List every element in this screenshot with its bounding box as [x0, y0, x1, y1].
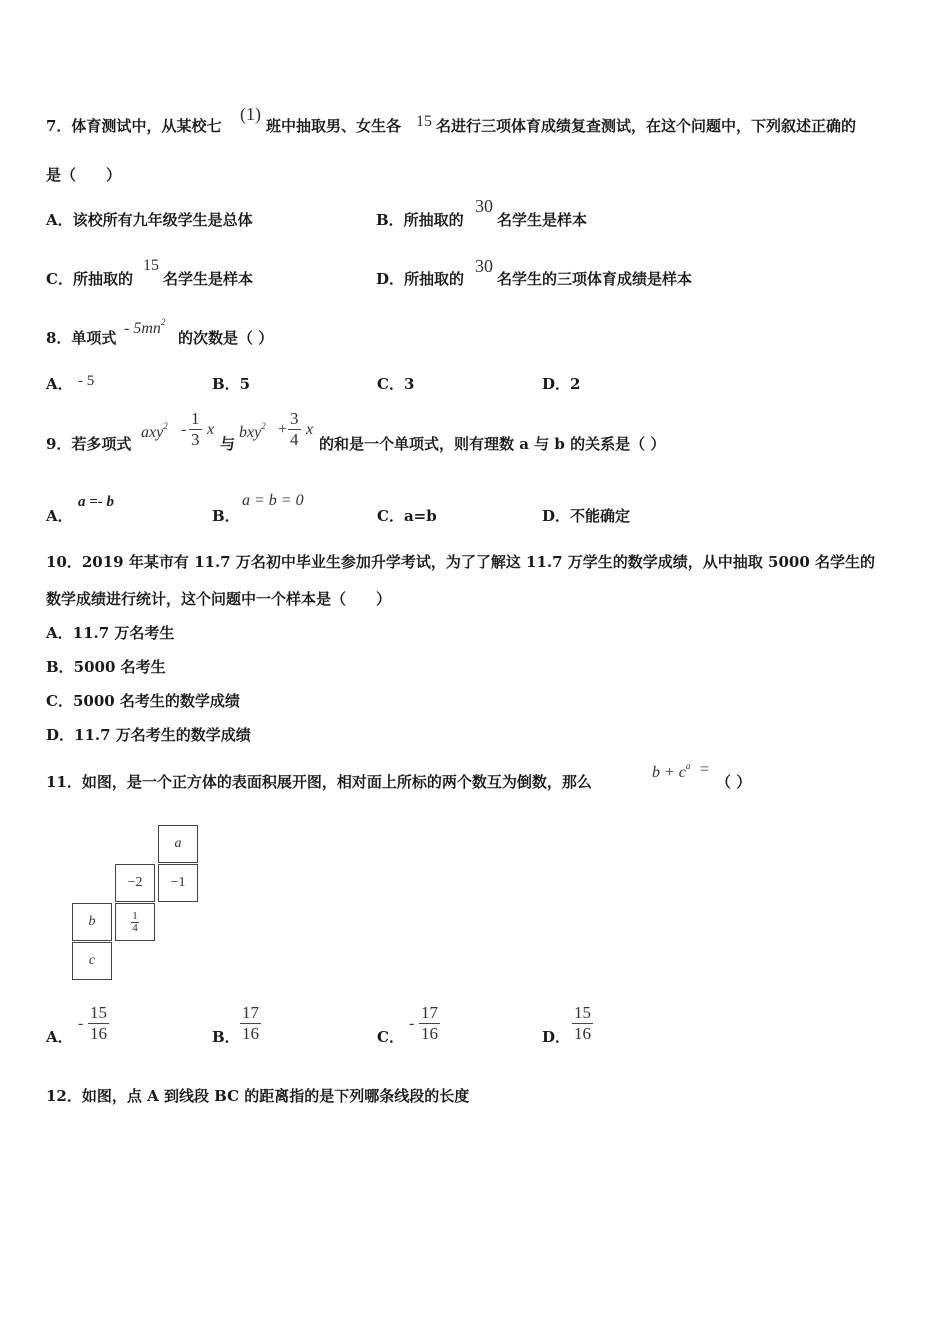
q7-stem-c: 名进行三项体育成绩复查测试，在这个问题中，下列叙述正确的 [436, 117, 857, 135]
q10-option-c[interactable]: C．5000 名考生的数学成绩 [46, 692, 240, 710]
q11-option-b[interactable]: B． [212, 1028, 240, 1046]
q11-option-d[interactable]: D． [542, 1028, 571, 1046]
q9-option-a-expr: a =- b [78, 494, 115, 510]
q8-monomial-exp: 2 [160, 317, 166, 327]
q9-poly2-exp: 2 [261, 421, 266, 431]
net-cell-b: b [72, 903, 112, 941]
q11-option-d-fraction [572, 1003, 593, 1044]
q11-option-a-denominator: 16 [90, 1024, 107, 1043]
q9-stem-mid: 与 [220, 435, 236, 453]
net-quarter-numerator: 1 [132, 909, 138, 922]
q9-poly2-fraction [288, 409, 301, 450]
net-cell-neg2: −2 [115, 864, 155, 902]
q11-option-d-denominator: 16 [574, 1024, 591, 1043]
q11-paren: （ ） [716, 773, 752, 791]
q11-expression-exp: a [685, 761, 691, 771]
q11-option-a-sign: - [78, 1015, 84, 1032]
q9-poly2-plus: + [278, 421, 288, 438]
q9-option-d[interactable]: D．不能确定 [542, 507, 631, 525]
q11-option-c[interactable]: C． [377, 1028, 404, 1046]
q11-option-a-fraction [88, 1003, 109, 1044]
q9-poly2-denominator: 4 [290, 430, 299, 449]
q9-poly1-x: x [207, 421, 215, 438]
q9-poly1-denominator: 3 [191, 430, 200, 449]
q9-option-b-expr: a = b = 0 [242, 492, 304, 509]
q11-option-d-numerator: 15 [574, 1003, 591, 1022]
q7-option-d-pre[interactable]: D．所抽取的 [376, 270, 465, 288]
q8-option-a[interactable]: A． [46, 375, 73, 393]
q8-stem-b: 的次数是（ ） [178, 329, 274, 347]
q12-stem: 12．如图，点 A 到线段 BC 的距离指的是下列哪条线段的长度 [46, 1087, 470, 1105]
q8-option-b[interactable]: B．5 [212, 375, 251, 393]
q7-class-number: (1) [240, 104, 261, 124]
q10-option-a[interactable]: A．11.7 万名考生 [46, 624, 175, 642]
q9-poly1-numerator: 1 [191, 409, 200, 428]
q9-poly1-fraction [189, 409, 202, 450]
q9-poly2-term [239, 421, 266, 442]
q11-option-c-numerator: 17 [421, 1003, 438, 1022]
q9-stem-a: 9．若多项式 [46, 435, 132, 453]
q7-option-a[interactable]: A．该校所有九年级学生是总体 [46, 211, 253, 229]
q9-option-c[interactable]: C．a=b [377, 507, 437, 525]
q11-expression [652, 761, 690, 782]
q9-poly2-numerator: 3 [290, 409, 299, 428]
q7-stem-b: 班中抽取男、女生各 [266, 117, 402, 135]
q9-poly1-minus: - [181, 421, 187, 438]
q11-option-a-numerator: 15 [90, 1003, 107, 1022]
q9-poly1-base: axy [141, 424, 164, 441]
cube-net-figure [68, 825, 208, 995]
net-cell-c: c [72, 942, 112, 980]
q11-expression-base: b + c [652, 764, 686, 781]
q7-option-b-post: 名学生是样本 [497, 211, 588, 229]
q7-option-d-num: 30 [475, 256, 493, 276]
q9-poly1-term [141, 421, 168, 442]
q11-equals: = [700, 761, 710, 778]
q8-monomial [124, 317, 165, 338]
q11-option-a[interactable]: A． [46, 1028, 73, 1046]
q9-option-b[interactable]: B． [212, 507, 240, 525]
q7-option-b-pre[interactable]: B．所抽取的 [376, 211, 464, 229]
q7-option-c-pre[interactable]: C．所抽取的 [46, 270, 133, 288]
q9-poly2-base: bxy [239, 424, 262, 441]
q7-option-d-post: 名学生的三项体育成绩是样本 [497, 270, 693, 288]
q9-stem-b: 的和是一个单项式，则有理数 a 与 b 的关系是（ ） [319, 435, 666, 453]
q10-stem-b: 数学成绩进行统计，这个问题中一个样本是（ ） [46, 590, 392, 608]
net-cell-neg1: −1 [158, 864, 198, 902]
q9-poly2-x: x [306, 421, 314, 438]
q11-option-c-denominator: 16 [421, 1024, 438, 1043]
q8-option-a-value: - 5 [78, 373, 95, 389]
q11-option-b-denominator: 16 [242, 1024, 259, 1043]
q7-stem-a: 7．体育测试中，从某校七 [46, 117, 222, 135]
q8-stem-a: 8．单项式 [46, 329, 117, 347]
q7-option-b-num: 30 [475, 196, 493, 216]
q8-monomial-base: - 5mn [124, 320, 161, 337]
q8-option-c[interactable]: C．3 [377, 375, 415, 393]
q7-num-15: 15 [416, 113, 432, 130]
q9-poly1-exp: 2 [163, 421, 168, 431]
q10-stem-a: 10．2019 年某市有 11.7 万名初中毕业生参加升学考试，为了了解这 11.7 万学生的数学成绩，从中抽取 5000 名学生的 [46, 553, 875, 571]
q8-option-d[interactable]: D．2 [542, 375, 581, 393]
q9-option-a[interactable]: A． [46, 507, 73, 525]
q10-option-d[interactable]: D．11.7 万名考生的数学成绩 [46, 726, 251, 744]
q11-option-b-numerator: 17 [242, 1003, 259, 1022]
net-quarter-denominator: 4 [132, 921, 138, 934]
q7-option-c-num: 15 [143, 257, 159, 274]
q11-stem-text: 11．如图，是一个正方体的表面积展开图，相对面上所标的两个数互为倒数，那么 [46, 773, 592, 791]
q11-option-b-fraction [240, 1003, 261, 1044]
q11-option-c-fraction [419, 1003, 440, 1044]
q10-option-b[interactable]: B．5000 名考生 [46, 658, 166, 676]
q7-option-c-post: 名学生是样本 [163, 270, 254, 288]
net-cell-quarter [115, 903, 155, 941]
net-cell-a: a [158, 825, 198, 863]
q11-option-c-sign: - [409, 1015, 415, 1032]
q7-stem-d: 是（ ） [46, 166, 122, 184]
